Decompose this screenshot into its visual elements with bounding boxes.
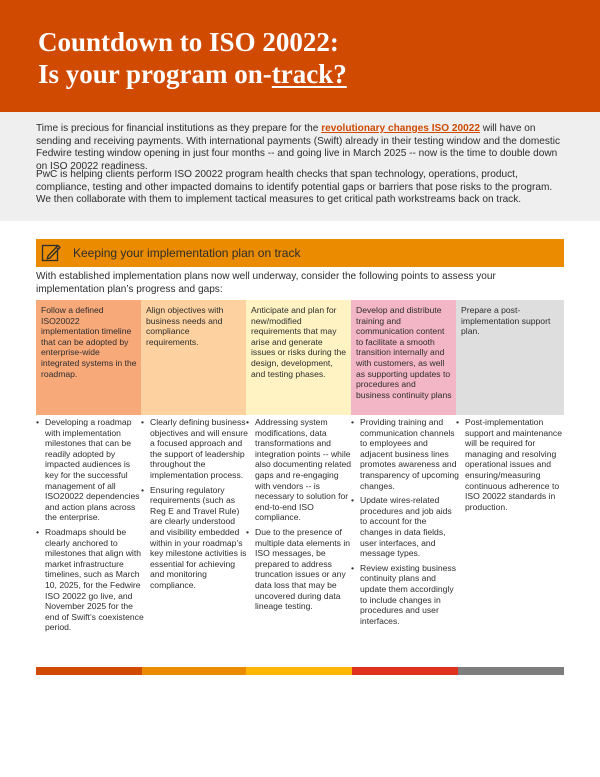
column-body-requirements [246, 417, 354, 616]
section-header [36, 239, 564, 267]
footer-stripe [352, 667, 458, 675]
list-item: • Ensuring regulatory requirements (such as Reg E and Travel Rule) are clearly understood and visibility embedded within in your roadmap’s key milestone activities is essential for achieving and monitoring compliance. [141, 485, 249, 591]
list-item: • Due to the presence of multiple data elements in ISO messages, be prepared to address truncation issues or any data loss that may be uncovered during data lineage testing. [246, 527, 354, 612]
intro-panel [0, 112, 600, 221]
footer-stripe [246, 667, 352, 675]
column-header-objectives: Align objectives with business needs and compliance requirements. [141, 300, 247, 415]
bullet-list [141, 417, 249, 591]
list-item: • Review existing business continuity plans and update them accordingly to include changes in procedures and user interfaces. [351, 563, 459, 627]
bullet-list [456, 417, 564, 512]
list-item: • Providing training and communication channels to employees and adjacent business lines promotes awareness and transparency of upcoming changes. [351, 417, 459, 491]
section-title: Keeping your implementation plan on track [73, 246, 301, 260]
pencil-icon [40, 242, 62, 264]
list-item: • Roadmaps should be clearly anchored to milestones that align with market infrastructure timelines, such as March 10, 2025, for the Fedwire ISO 20022 go live, and November 2025 for the end of Swift’s coexistence period. [36, 527, 144, 633]
list-item: • Developing a roadmap with implementation milestones that can be readily adopted by impacted audiences is key for the successful management of all ISO20022 dependencies and action plans across the enterprise. [36, 417, 144, 523]
list-item: • Post-implementation support and maintenance will be required for managing and resolving operational issues and ensuring/measuring continuous adherence to ISO 20022 standards in production. [456, 417, 564, 512]
column-body-objectives [141, 417, 249, 595]
bullet-list [36, 417, 144, 633]
column-body-timeline [36, 417, 144, 637]
bullet-list [351, 417, 459, 626]
column-header-requirements: Anticipate and plan for new/modified requirements that may arise and generate issues or risks during the design, development, and testing phases. [246, 300, 352, 415]
bullet-list [246, 417, 354, 612]
title-line-2-prefix: Is your program on- [38, 59, 272, 89]
list-item: • Addressing system modifications, data transformations and integration points -- while also documenting related gaps and re-engaging with vendors -- is necessary to solution for end-to-end ISO compliance. [246, 417, 354, 523]
title-line-2 [38, 58, 347, 90]
title-track-link[interactable]: track? [271, 59, 347, 89]
list-item: • Clearly defining business objectives and will ensure a focused approach and the support of leadership throughout the implementation process. [141, 417, 249, 481]
page-title [38, 26, 347, 90]
footer-stripe [458, 667, 564, 675]
column-header-support: Prepare a post-implementation support plan. [456, 300, 564, 415]
intro-paragraph-1 [36, 123, 566, 173]
title-line-1: Countdown to ISO 20022: [38, 27, 339, 57]
column-body-training [351, 417, 459, 630]
footer-stripe [36, 667, 142, 675]
list-item: • Update wires-related procedures and job aids to account for the changes in data fields, user interfaces, and message types. [351, 495, 459, 559]
column-header-timeline: Follow a defined ISO20022 implementation timeline that can be adopted by enterprise-wide integrated systems in the roadmap. [36, 300, 142, 415]
intro-p1-after: will have on sending and receiving payments. With international payments (Swift) already in their testing window and the domestic Fedwire testing window opening in just four months -- and going live in March 2025 -- now is the time to double down on ISO 20022 readiness. [36, 123, 561, 172]
iso-changes-link[interactable]: revolutionary changes ISO 20022 [321, 123, 480, 134]
intro-paragraph-2: PwC is helping clients perform ISO 20022 program health checks that span technology, operations, product, compliance, testing and other impacted domains to identify potential gaps or barriers that pose risks to the program. We then collaborate with them to implement tactical measures to get critical path workstreams back on track. [36, 169, 553, 206]
section-lead: With established implementation plans now well underway, consider the following points to assess your implementation plan’s progress and gaps: [36, 271, 496, 295]
footer-stripe [142, 667, 246, 675]
column-header-training: Develop and distribute training and communication content to facilitate a smooth transition internally and with customers, as well as supporting updates to procedures and business continuity plans [351, 300, 457, 415]
hero-banner [0, 0, 600, 112]
intro-p1-before: Time is precious for financial institutions as they prepare for the [36, 123, 322, 134]
column-body-support [456, 417, 564, 516]
